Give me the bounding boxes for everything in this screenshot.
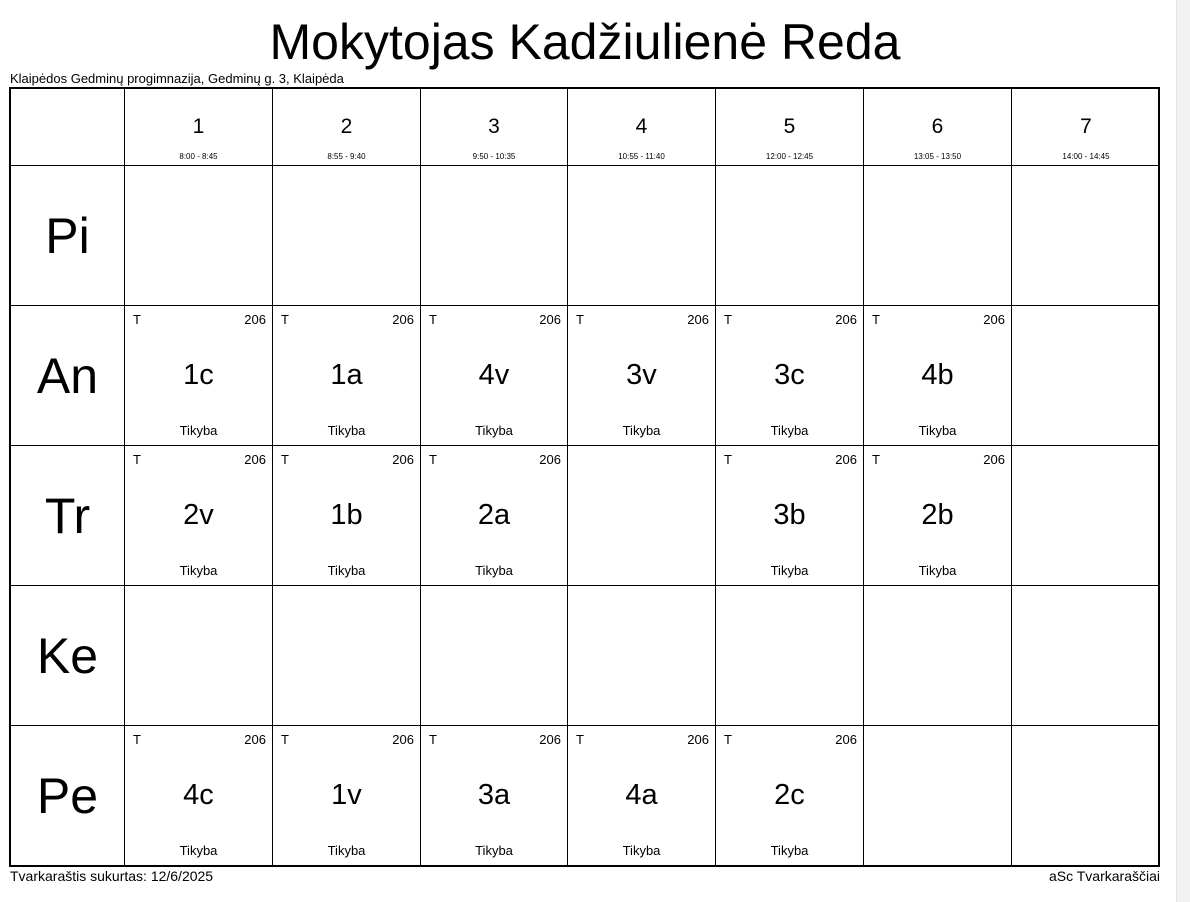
empty-cell — [1012, 166, 1160, 306]
room-number: 206 — [392, 452, 414, 467]
room-number: 206 — [687, 732, 709, 747]
room-number: 206 — [539, 732, 561, 747]
empty-cell — [1012, 586, 1160, 726]
period-number: 2 — [340, 115, 353, 138]
period-header — [273, 89, 421, 166]
lesson-cell[interactable] — [125, 306, 273, 446]
period-number: 4 — [635, 115, 648, 138]
empty-cell — [864, 586, 1012, 726]
room-number: 206 — [392, 312, 414, 327]
room-number: 206 — [687, 312, 709, 327]
lesson-cell[interactable] — [421, 306, 568, 446]
class-name: 3c — [774, 359, 805, 391]
room-number: 206 — [983, 452, 1005, 467]
scrollbar[interactable] — [1176, 0, 1190, 902]
lesson-type: T — [429, 732, 437, 747]
subject-name: Tikyba — [475, 843, 513, 858]
class-name: 3v — [626, 359, 657, 391]
lesson-type: T — [724, 312, 732, 327]
period-header — [864, 89, 1012, 166]
class-name: 3a — [477, 779, 511, 811]
empty-cell — [273, 166, 421, 306]
lesson-cell[interactable] — [864, 446, 1012, 586]
lesson-cell[interactable] — [568, 306, 716, 446]
subject-name: Tikyba — [179, 563, 218, 578]
subject-name: Tikyba — [770, 423, 809, 438]
subject-name: Tikyba — [918, 423, 957, 438]
room-number: 206 — [835, 732, 857, 747]
day-label: Tr — [11, 446, 125, 586]
subject-name: Tikyba — [770, 843, 809, 858]
class-name: 2b — [921, 499, 954, 531]
class-name: 4v — [478, 359, 510, 391]
subject-name: Tikyba — [327, 423, 366, 438]
room-number: 206 — [835, 452, 857, 467]
created-date: Tvarkaraštis sukurtas: 12/6/2025 — [10, 868, 214, 884]
subject-name: Tikyba — [918, 563, 957, 578]
empty-cell — [716, 586, 864, 726]
empty-cell — [421, 586, 568, 726]
empty-cell — [273, 586, 421, 726]
room-number: 206 — [539, 312, 561, 327]
brand-label: aSc Tvarkaraščiai — [1048, 868, 1160, 884]
lesson-cell[interactable] — [125, 446, 273, 586]
lesson-cell[interactable] — [421, 726, 568, 866]
period-time: 14:00 - 14:45 — [1062, 152, 1110, 161]
lesson-type: T — [133, 452, 141, 467]
lesson-cell[interactable] — [421, 446, 568, 586]
empty-cell — [421, 166, 568, 306]
empty-cell — [1012, 446, 1160, 586]
lesson-type: T — [133, 732, 141, 747]
period-header — [568, 89, 716, 166]
corner-cell — [11, 89, 125, 166]
lesson-type: T — [724, 452, 732, 467]
lesson-type: T — [724, 732, 732, 747]
day-label: An — [11, 306, 125, 446]
empty-cell — [864, 726, 1012, 866]
school-address: Klaipėdos Gedminų progimnazija, Gedminų g. 3, Klaipėda — [10, 71, 344, 86]
empty-cell — [1012, 306, 1160, 446]
room-number: 206 — [835, 312, 857, 327]
lesson-cell[interactable] — [273, 306, 421, 446]
empty-cell — [864, 166, 1012, 306]
lesson-cell[interactable] — [864, 306, 1012, 446]
lesson-type: T — [872, 312, 880, 327]
lesson-type: T — [281, 312, 289, 327]
subject-name: Tikyba — [475, 563, 513, 578]
subject-name: Tikyba — [179, 843, 218, 858]
lesson-cell[interactable] — [716, 446, 864, 586]
period-number: 1 — [192, 115, 205, 138]
day-label: Ke — [11, 586, 125, 726]
empty-cell — [568, 586, 716, 726]
period-header — [1012, 89, 1160, 166]
lesson-cell[interactable] — [125, 726, 273, 866]
period-time: 8:00 - 8:45 — [179, 152, 218, 161]
lesson-type: T — [872, 452, 880, 467]
empty-cell — [568, 446, 716, 586]
lesson-type: T — [576, 732, 584, 747]
subject-name: Tikyba — [179, 423, 218, 438]
period-time: 12:00 - 12:45 — [765, 152, 814, 161]
subject-name: Tikyba — [327, 563, 366, 578]
empty-cell — [125, 166, 273, 306]
room-number: 206 — [392, 732, 414, 747]
empty-cell — [568, 166, 716, 306]
class-name: 1a — [330, 359, 363, 391]
period-header — [421, 89, 568, 166]
empty-cell — [716, 166, 864, 306]
subject-name: Tikyba — [622, 423, 661, 438]
lesson-type: T — [429, 452, 437, 467]
lesson-cell[interactable] — [273, 446, 421, 586]
subject-name: Tikyba — [327, 843, 366, 858]
empty-cell — [1012, 726, 1160, 866]
period-header — [716, 89, 864, 166]
period-number: 6 — [931, 115, 944, 138]
class-name: 1v — [331, 779, 362, 811]
period-time: 13:05 - 13:50 — [913, 152, 962, 161]
period-header — [125, 89, 273, 166]
room-number: 206 — [539, 452, 561, 467]
class-name: 2a — [477, 499, 511, 531]
class-name: 1b — [330, 499, 363, 531]
lesson-type: T — [281, 452, 289, 467]
lesson-type: T — [133, 312, 141, 327]
class-name: 3b — [773, 499, 806, 531]
room-number: 206 — [244, 312, 266, 327]
period-number: 5 — [783, 115, 796, 138]
room-number: 206 — [983, 312, 1005, 327]
class-name: 2c — [774, 779, 805, 811]
period-time: 10:55 - 11:40 — [618, 152, 665, 161]
lesson-cell[interactable] — [568, 726, 716, 866]
period-number: 7 — [1080, 115, 1092, 138]
period-time: 9:50 - 10:35 — [472, 152, 516, 161]
room-number: 206 — [244, 732, 266, 747]
lesson-cell[interactable] — [273, 726, 421, 866]
period-number: 3 — [488, 115, 500, 138]
subject-name: Tikyba — [622, 843, 661, 858]
lesson-type: T — [429, 312, 437, 327]
class-name: 4c — [183, 779, 214, 811]
lesson-type: T — [281, 732, 289, 747]
period-time: 8:55 - 9:40 — [327, 152, 366, 161]
empty-cell — [125, 586, 273, 726]
subject-name: Tikyba — [475, 423, 513, 438]
page-title: Mokytojas Kadžiulienė Reda — [269, 14, 901, 70]
lesson-cell[interactable] — [716, 306, 864, 446]
room-number: 206 — [244, 452, 266, 467]
class-name: 1c — [183, 359, 214, 391]
class-name: 4b — [921, 359, 954, 391]
lesson-type: T — [576, 312, 584, 327]
lesson-cell[interactable] — [716, 726, 864, 866]
subject-name: Tikyba — [770, 563, 809, 578]
day-label: Pe — [11, 726, 125, 866]
day-label: Pi — [11, 166, 125, 306]
class-name: 2v — [183, 499, 214, 531]
class-name: 4a — [625, 779, 658, 811]
timetable-grid — [9, 87, 1160, 867]
